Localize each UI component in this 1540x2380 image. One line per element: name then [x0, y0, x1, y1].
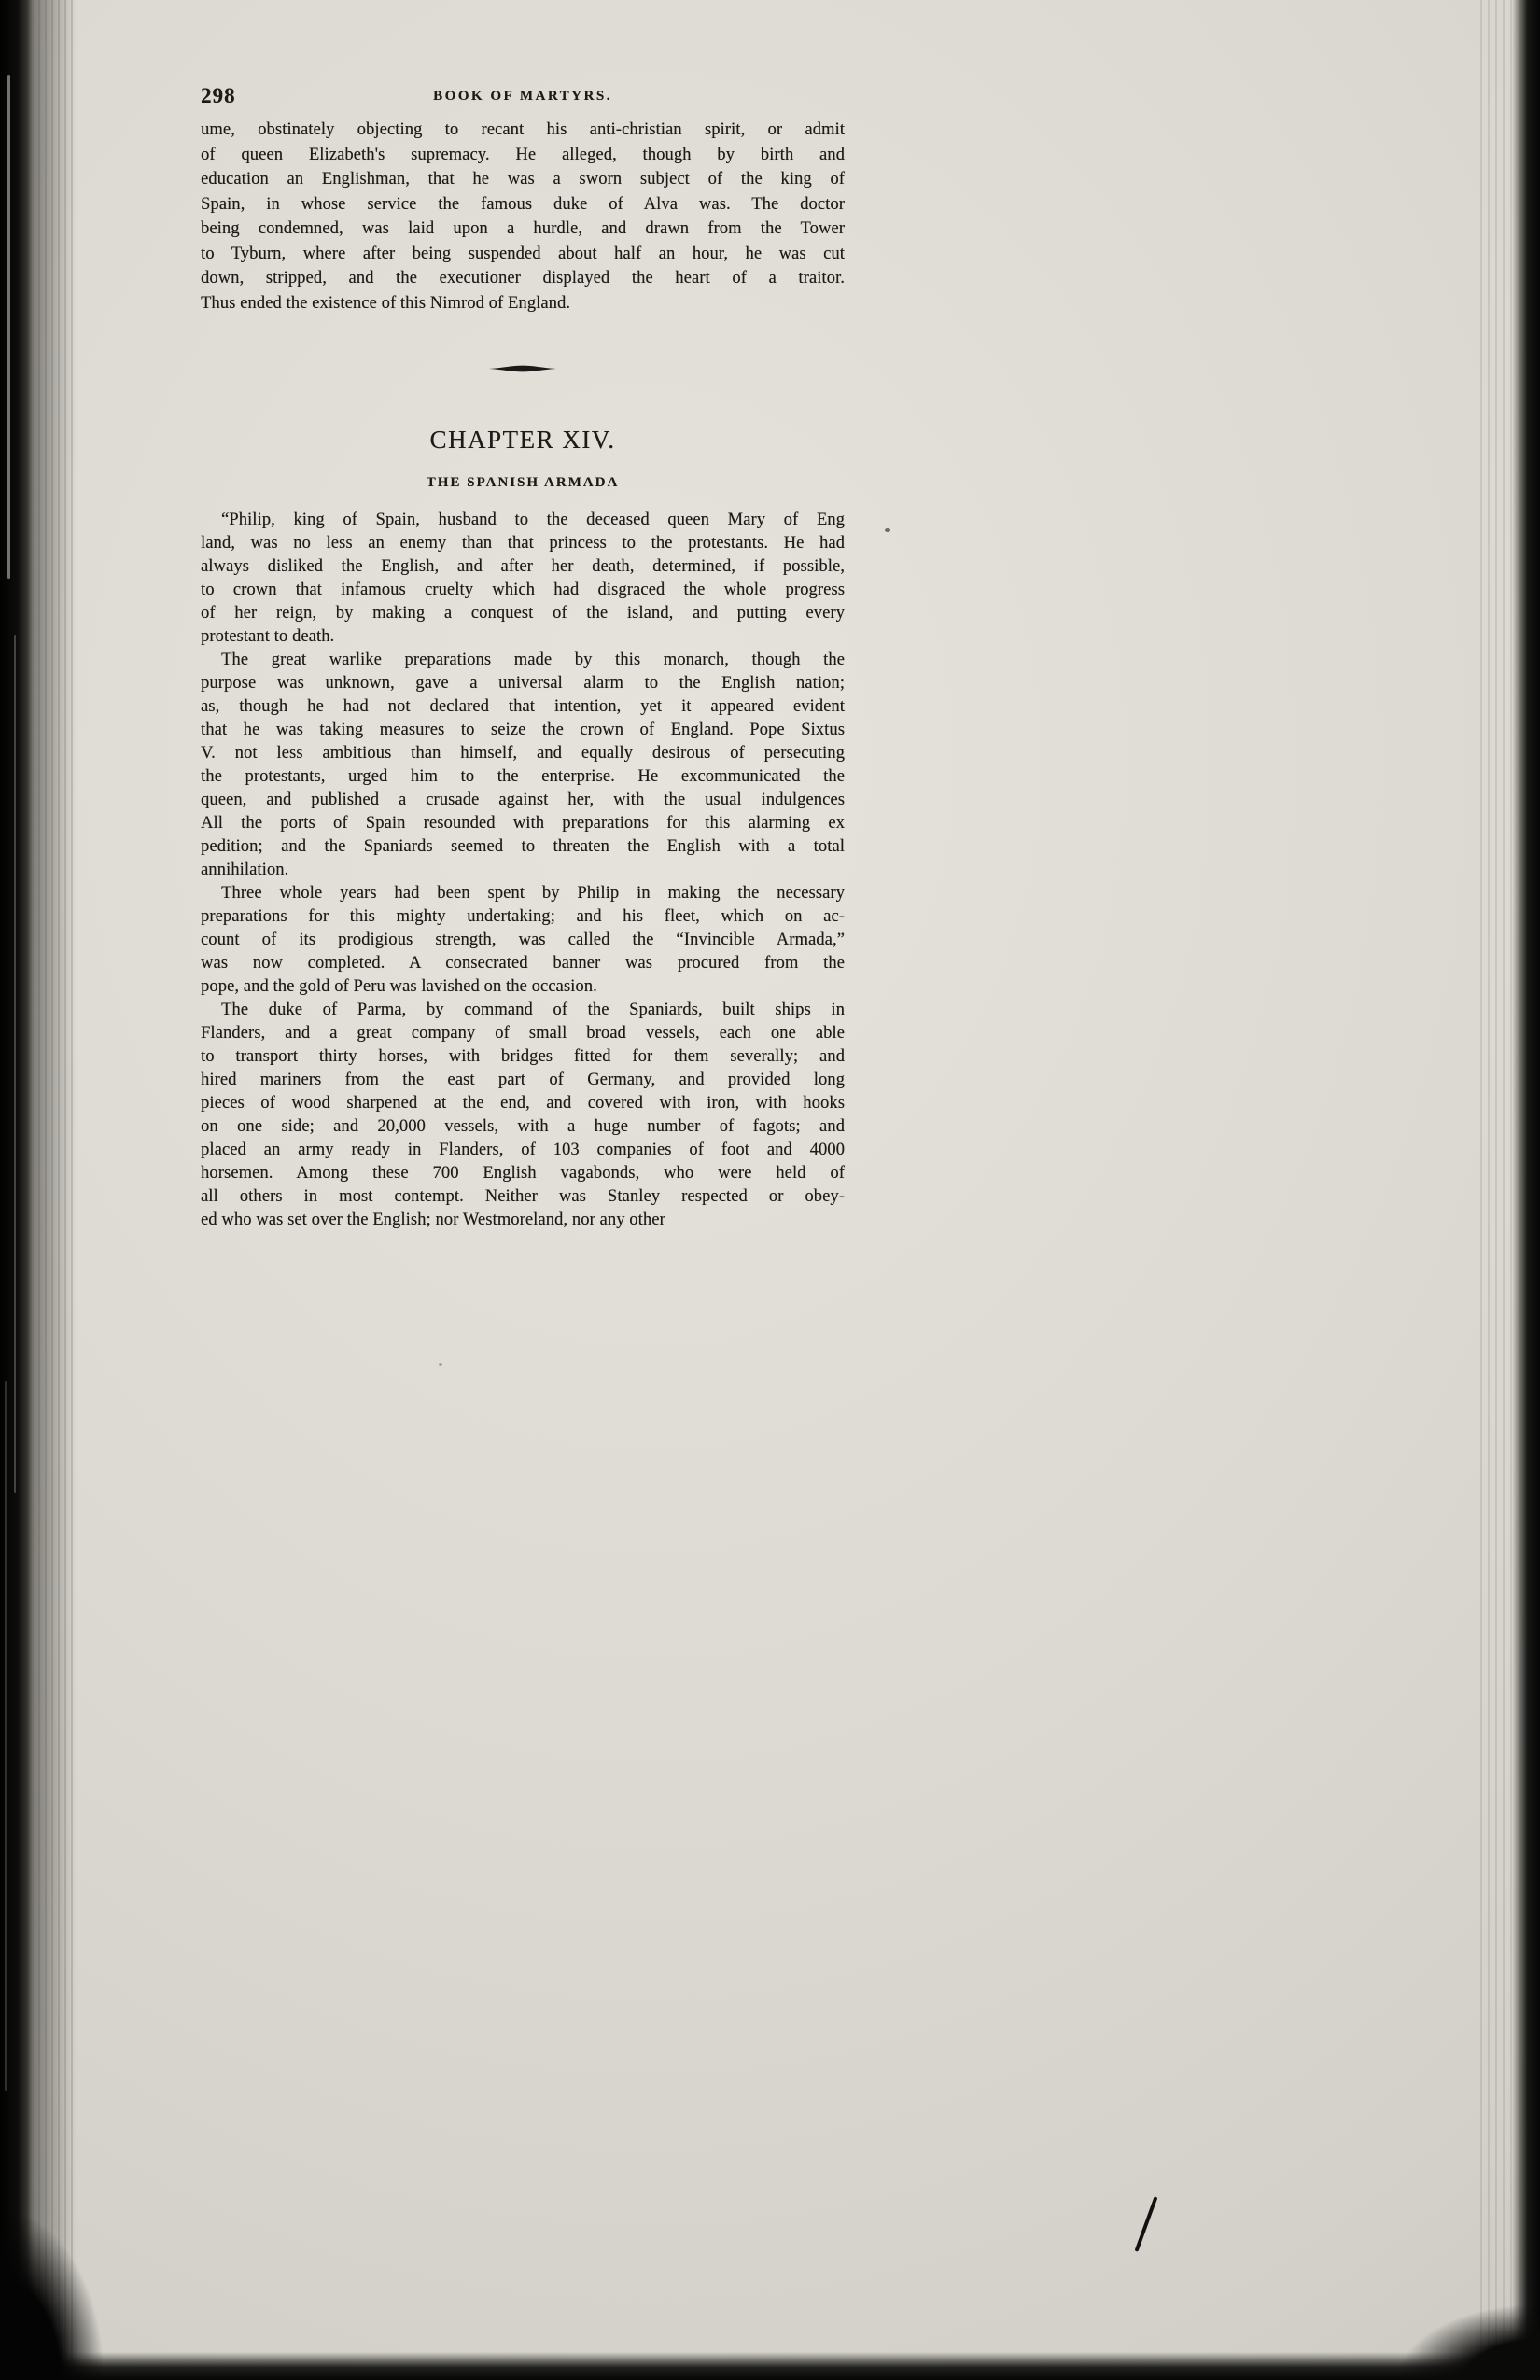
text-line: ume, obstinately objecting to recant his anti-christian spirit, or admit	[201, 120, 845, 139]
chapter-subheading: THE SPANISH ARMADA	[426, 475, 620, 490]
text-line: always disliked the English, and after her death, determined, if possible,	[201, 557, 845, 576]
scan-edge-right	[1512, 0, 1540, 2380]
text-line: the protestants, urged him to the enterprise. He excommunicated the	[201, 767, 845, 786]
text-line: “Philip, king of Spain, husband to the deceased queen Mary of Eng	[221, 511, 845, 529]
text-line: horsemen. Among these 700 English vagabonds, who were held of	[201, 1164, 845, 1183]
chapter-heading: CHAPTER XIV.	[429, 426, 616, 454]
scan-corner-bottom-right	[1400, 2305, 1540, 2380]
chapter-paragraphs	[201, 509, 845, 1232]
scan-speck	[885, 528, 890, 532]
text-line: count of its prodigious strength, was called the “Invincible Armada,”	[201, 931, 845, 949]
text-line: Three whole years had been spent by Philip in making the necessary	[221, 884, 845, 903]
text-line: Flanders, and a great company of small broad vessels, each one able	[201, 1024, 845, 1043]
text-line: The duke of Parma, by command of the Spaniards, built ships in	[221, 1001, 845, 1019]
text-line: land, was no less an enemy than that princess to the protestants. He had	[201, 534, 845, 553]
text-line: was now completed. A consecrated banner was procured from the	[201, 954, 845, 973]
page-content	[201, 0, 845, 2380]
text-line: annihilation.	[201, 861, 289, 879]
text-line: pieces of wood sharpened at the end, and covered with iron, with hooks	[201, 1094, 845, 1113]
text-line: down, stripped, and the executioner displayed the heart of a traitor.	[201, 269, 845, 287]
text-line: The great warlike preparations made by this monarch, though the	[221, 651, 845, 669]
text-line: all others in most contempt. Neither was Stanley respected or obey-	[201, 1187, 845, 1206]
scan-corner-bottom-left	[0, 2212, 103, 2380]
scan-scratch	[7, 75, 10, 579]
text-line: ed who was set over the English; nor Westmoreland, nor any other	[201, 1211, 665, 1229]
paragraph	[201, 509, 845, 649]
scan-scratch	[5, 1381, 7, 2091]
text-line: preparations for this mighty undertaking; and his fleet, which on ac-	[201, 907, 845, 926]
text-line: that he was taking measures to seize the crown of England. Pope Sixtus	[201, 721, 845, 739]
text-line: hired mariners from the east part of Germany, and provided long	[201, 1071, 845, 1089]
text-line: All the ports of Spain resounded with preparations for this alarming ex	[201, 814, 845, 833]
paragraph	[201, 999, 845, 1232]
text-line: to crown that infamous cruelty which had disgraced the whole progress	[201, 581, 845, 599]
paragraph	[201, 649, 845, 882]
text-line: placed an army ready in Flanders, of 103 companies of foot and 4000	[201, 1141, 845, 1159]
text-line: of queen Elizabeth's supremacy. He alleged, though by birth and	[201, 145, 845, 164]
binding-shadow	[32, 0, 77, 2380]
running-title: BOOK OF MARTYRS.	[433, 89, 612, 104]
text-line: pope, and the gold of Peru was lavished on the occasion.	[201, 977, 597, 996]
text-line: as, though he had not declared that intention, yet it appeared evident	[201, 697, 845, 716]
text-line: pedition; and the Spaniards seemed to threaten the English with a total	[201, 837, 845, 856]
scan-edge-bottom	[0, 2352, 1540, 2380]
text-line: Spain, in whose service the famous duke of Alva was. The doctor	[201, 194, 845, 214]
text-line: purpose was unknown, gave a universal alarm to the English nation;	[201, 674, 845, 693]
page-number: 298	[201, 84, 236, 107]
pen-mark	[1135, 2196, 1158, 2252]
section-divider	[201, 362, 845, 379]
text-line: being condemned, was laid upon a hurdle, and drawn from the Tower	[201, 219, 845, 238]
paragraph	[201, 118, 845, 315]
text-line: Thus ended the existence of this Nimrod of England.	[201, 293, 571, 313]
text-line: V. not less ambitious than himself, and equally desirous of persecuting	[201, 744, 845, 763]
text-line: on one side; and 20,000 vessels, with a huge number of fagots; and	[201, 1117, 845, 1136]
text-line: education an Englishman, that he was a sworn subject of the king of	[201, 170, 845, 189]
text-line: queen, and published a crusade against her, with the usual indulgences	[201, 791, 845, 809]
scan-edge-left	[0, 0, 32, 2380]
swelled-rule-ornament	[488, 363, 557, 374]
text-line: to Tyburn, where after being suspended about half an hour, he was cut	[201, 244, 845, 263]
scan-scratch	[14, 635, 16, 1493]
text-line: to transport thirty horses, with bridges fitted for them severally; and	[201, 1047, 845, 1066]
text-line: of her reign, by making a conquest of the island, and putting every	[201, 604, 845, 623]
scan-speck	[439, 1363, 442, 1366]
opening-paragraphs	[201, 118, 845, 315]
text-line: protestant to death.	[201, 627, 335, 646]
paragraph	[201, 882, 845, 999]
page-header	[201, 84, 845, 107]
scan-streaks-right	[1480, 0, 1512, 2380]
